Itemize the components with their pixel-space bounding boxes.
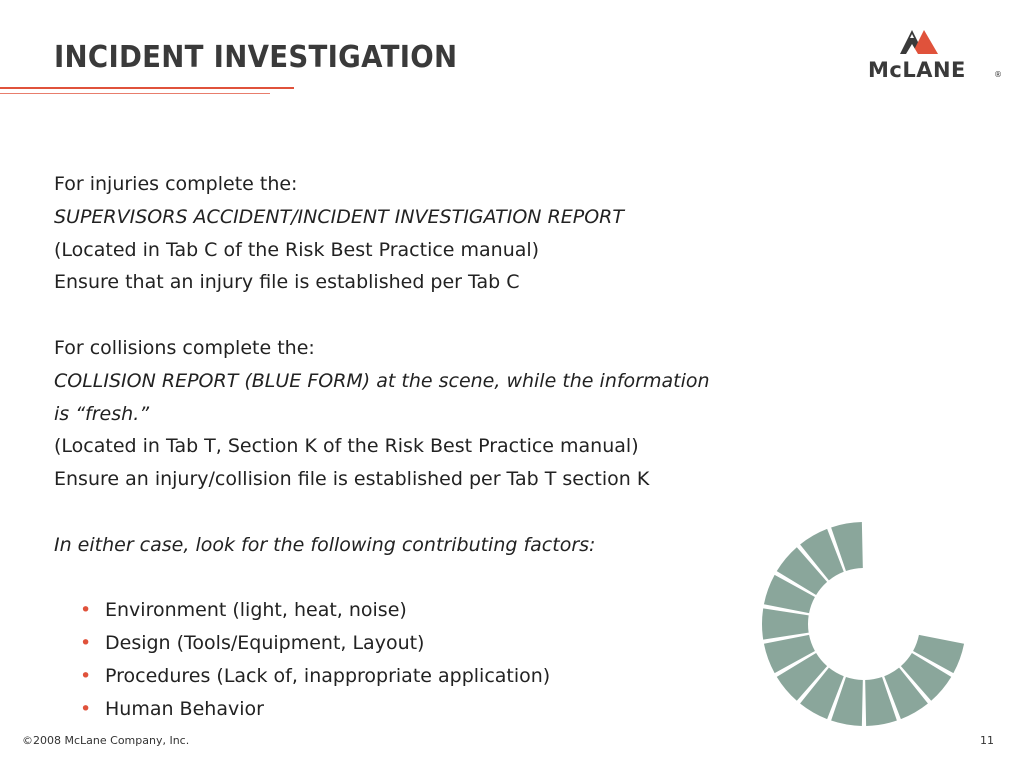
list-item bbox=[54, 693, 814, 726]
factor-label: Design (Tools/Equipment, Layout) bbox=[105, 632, 425, 655]
mclane-logo bbox=[866, 26, 1002, 82]
slide-body bbox=[54, 168, 814, 726]
spacer bbox=[54, 562, 814, 595]
injuries-report-name: SUPERVISORS ACCIDENT/INCIDENT INVESTIGATION REPORT bbox=[54, 205, 624, 228]
title-underline-thin bbox=[0, 93, 270, 94]
mclane-logo-text: McLANE bbox=[868, 58, 966, 82]
list-item bbox=[54, 594, 814, 627]
registered-mark: ® bbox=[994, 70, 1002, 79]
ring-segment bbox=[762, 608, 809, 639]
collisions-report-name-line1: COLLISION REPORT (BLUE FORM) at the scene, while the information bbox=[54, 369, 710, 392]
slide-title: INCIDENT INVESTIGATION bbox=[54, 40, 458, 75]
factor-label: Environment (light, heat, noise) bbox=[105, 599, 407, 622]
factor-label: Procedures (Lack of, inappropriate application) bbox=[105, 664, 551, 687]
list-item bbox=[54, 627, 814, 660]
injuries-intro: For injuries complete the: bbox=[54, 173, 298, 195]
injuries-report-location: (Located in Tab C of the Risk Best Practice manual) bbox=[54, 238, 540, 261]
collisions-report-location: (Located in Tab T, Section K of the Risk Best Practice manual) bbox=[54, 435, 639, 458]
bullet-icon: • bbox=[80, 632, 92, 655]
page-number: 11 bbox=[980, 734, 994, 747]
spacer bbox=[54, 299, 814, 332]
bullet-icon: • bbox=[80, 599, 92, 622]
collisions-report-name-line2: is “fresh.” bbox=[54, 402, 150, 425]
collisions-intro: For collisions complete the: bbox=[54, 336, 315, 359]
progress-ring-graphic bbox=[758, 518, 970, 730]
footer-copyright: ©2008 McLane Company, Inc. bbox=[22, 734, 190, 747]
bullet-icon: • bbox=[80, 664, 92, 687]
mclane-logo-mark-icon bbox=[900, 30, 938, 54]
factors-list bbox=[54, 594, 814, 725]
collisions-file-note: Ensure an injury/collision file is established per Tab T section K bbox=[54, 468, 650, 491]
bullet-icon: • bbox=[80, 697, 92, 720]
injuries-file-note: Ensure that an injury file is established per Tab C bbox=[54, 271, 520, 294]
title-underline bbox=[0, 87, 294, 89]
factors-intro: In either case, look for the following contributing factors: bbox=[54, 533, 596, 556]
spacer bbox=[54, 496, 814, 529]
factor-label: Human Behavior bbox=[105, 697, 264, 720]
list-item bbox=[54, 660, 814, 693]
ring-segments bbox=[762, 522, 964, 726]
